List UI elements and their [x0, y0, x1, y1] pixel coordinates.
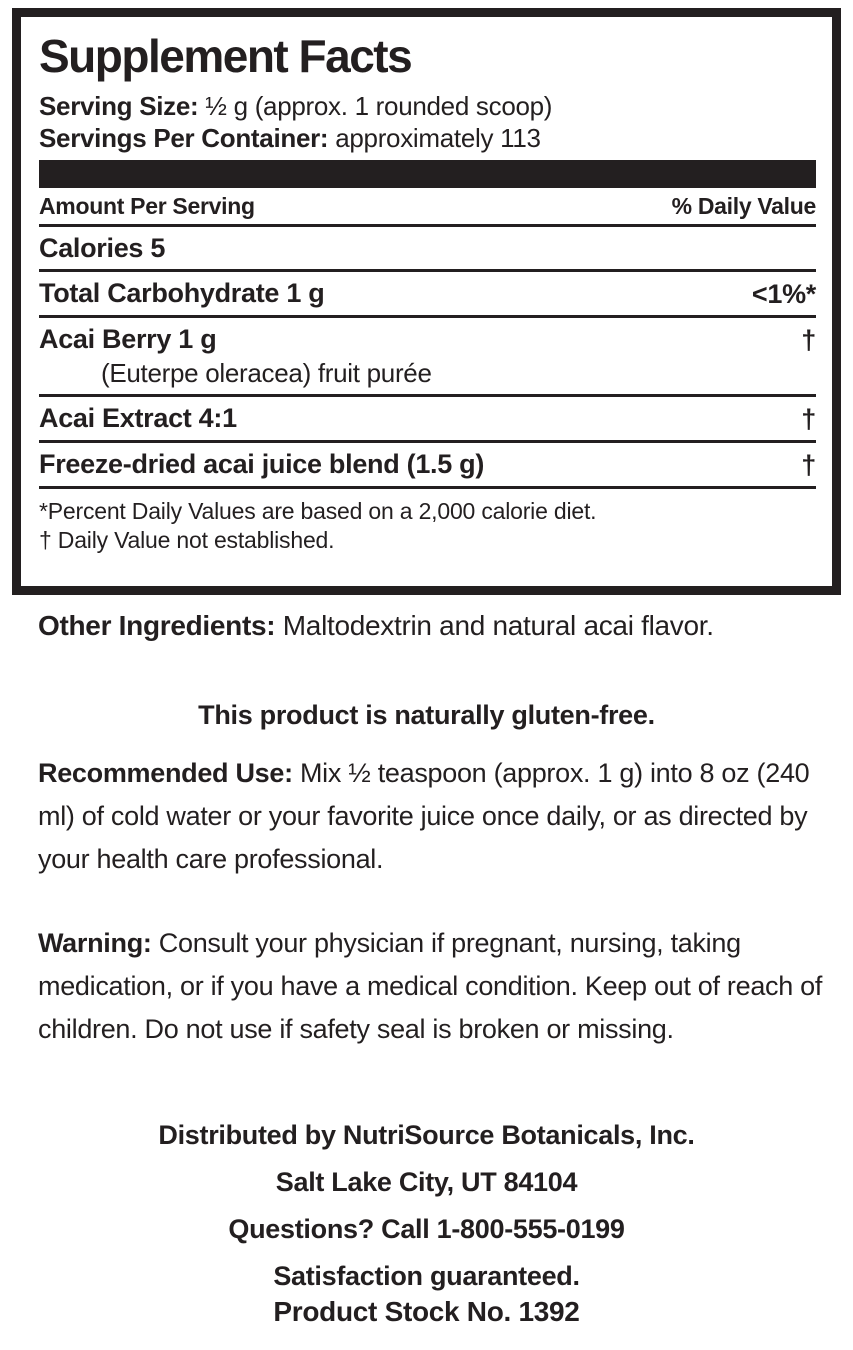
servings-per-container-line	[39, 123, 816, 153]
nutrient-name: Acai Extract 4:1	[39, 403, 237, 433]
nutrient-row-acai-berry	[39, 318, 816, 397]
warning-text: Consult your physician if pregnant, nursing, taking medication, or if you have a medical condition. Keep out of reach of children. Do not use if safety seal is broken or missing.	[38, 928, 823, 1044]
daily-value-dagger: †	[801, 404, 816, 434]
nutrient-name: Calories 5	[39, 233, 166, 263]
servings-value: approximately 113	[328, 123, 541, 153]
directions-paragraph	[38, 752, 826, 881]
amount-per-serving-header: Amount Per Serving	[39, 193, 255, 219]
distributor-line: Satisfaction guaranteed.	[273, 1261, 580, 1291]
gluten-free-line: This product is naturally gluten-free.	[198, 700, 655, 730]
servings-label: Servings Per Container:	[39, 123, 329, 153]
warning-label: Warning:	[38, 928, 152, 958]
distributor-block	[0, 1112, 853, 1300]
daily-value-header: % Daily Value	[671, 193, 816, 219]
daily-value-dagger: †	[801, 325, 816, 355]
distributor-line: Distributed by NutriSource Botanicals, Inc.	[158, 1120, 695, 1150]
nutrient-row-acai-juice	[39, 443, 816, 489]
column-header-row	[39, 188, 816, 227]
panel-title: Supplement Facts	[39, 30, 412, 82]
nutrient-name: Acai Berry 1 g	[39, 324, 217, 354]
nutrient-name: Total Carbohydrate 1 g	[39, 278, 325, 308]
directions-text: Mix ½ teaspoon (approx. 1 g) into 8 oz (240 ml) of cold water or your favorite juice once daily, or as directed by your health care professional.	[38, 758, 810, 874]
footnote-dv-not-established: † Daily Value not established.	[39, 527, 335, 553]
nutrient-subline: (Euterpe oleracea) fruit purée	[101, 358, 432, 388]
nutrient-row-carbohydrate	[39, 272, 816, 318]
other-ingredients-label: Other Ingredients:	[38, 610, 276, 641]
serving-size-line	[39, 91, 816, 121]
daily-value-dagger: †	[801, 450, 816, 480]
product-number: Product Stock No. 1392	[273, 1296, 580, 1327]
other-ingredients-text: Maltodextrin and natural acai flavor.	[275, 610, 714, 641]
nutrient-name: Freeze-dried acai juice blend (1.5 g)	[39, 449, 485, 479]
directions-label: Recommended Use:	[38, 758, 293, 788]
nutrient-row-acai-extract	[39, 397, 816, 443]
footnote-block	[39, 489, 816, 555]
footnote-percent-dv: *Percent Daily Values are based on a 2,000 calorie diet.	[39, 498, 597, 524]
supplement-facts-panel	[12, 8, 841, 595]
other-ingredients	[38, 606, 798, 646]
daily-value: <1%*	[751, 279, 816, 309]
warning-paragraph	[38, 922, 826, 1051]
serving-size-value: ½ g (approx. 1 rounded scoop)	[198, 91, 553, 121]
distributor-line: Questions? Call 1-800-555-0199	[228, 1214, 625, 1244]
distributor-line: Salt Lake City, UT 84104	[275, 1167, 578, 1197]
nutrient-row-calories	[39, 227, 816, 272]
thick-divider-bar	[39, 160, 816, 188]
serving-size-label: Serving Size:	[39, 91, 199, 121]
